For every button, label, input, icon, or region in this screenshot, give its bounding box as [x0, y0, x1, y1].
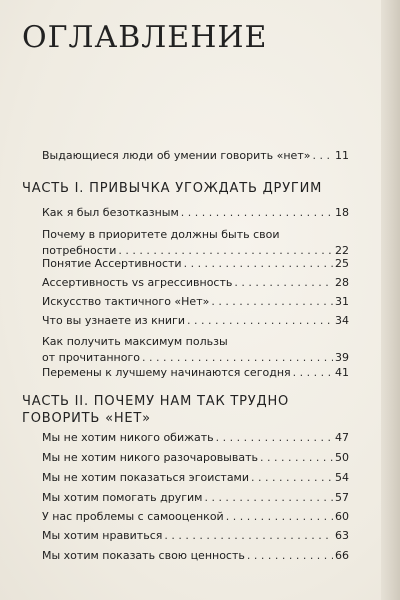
toc-entry-page: 57 [335, 491, 349, 504]
dot-leader [247, 548, 333, 564]
part-1-heading[interactable] [22, 180, 362, 197]
toc-entry-title-cont: от прочитанного [42, 351, 140, 364]
dot-leader [293, 365, 333, 381]
toc-entry[interactable] [42, 430, 349, 446]
toc-entry[interactable] [42, 334, 349, 366]
dot-leader [204, 490, 333, 506]
toc-entry-title: Что вы узнаете из книги [42, 314, 185, 327]
dot-leader [312, 148, 333, 164]
toc-entry[interactable] [42, 450, 349, 466]
toc-entry-title: Ассертивность vs агрессивность [42, 276, 233, 289]
dot-leader [216, 430, 333, 446]
toc-entry[interactable] [42, 275, 349, 291]
toc-entry-title: Искусство тактичного «Нет» [42, 295, 210, 308]
toc-entry[interactable] [42, 490, 349, 506]
toc-entry-page: 39 [335, 351, 349, 364]
dot-leader [187, 313, 333, 329]
dot-leader [251, 470, 333, 486]
toc-entry-title: Перемены к лучшему начинаются сегодня [42, 366, 291, 379]
dot-leader [260, 450, 333, 466]
toc-entry-title: Как получить максимум пользы [42, 335, 228, 348]
dot-leader [142, 350, 333, 366]
toc-entry-page: 22 [335, 244, 349, 257]
toc-entry-title-cont: потребности [42, 244, 117, 257]
toc-entry-title: Мы не хотим показаться эгоистами [42, 471, 250, 484]
part-2-heading[interactable] [22, 393, 362, 427]
toc-entry-page: 28 [335, 276, 349, 289]
toc-entry-page: 34 [335, 314, 349, 327]
part-2-heading-line2: ГОВОРИТЬ «НЕТ» [22, 411, 151, 426]
part-1-heading-text: ЧАСТЬ I. ПРИВЫЧКА УГОЖДАТЬ ДРУГИМ [22, 181, 323, 196]
toc-entry-title: У нас проблемы с самооценкой [42, 510, 224, 523]
toc-entry[interactable] [42, 548, 349, 564]
toc-entry-title: Мы хотим нравиться [42, 529, 163, 542]
toc-entry[interactable] [42, 256, 349, 272]
toc-entry-page: 31 [335, 295, 349, 308]
toc-entry-intro[interactable] [42, 148, 349, 164]
toc-entry-title: Мы не хотим никого разочаровывать [42, 451, 258, 464]
toc-entry-title: Мы не хотим никого обижать [42, 431, 214, 444]
toc-entry[interactable] [42, 205, 349, 221]
toc-entry-title: Мы хотим показать свою ценность [42, 549, 245, 562]
toc-entry-page: 25 [335, 257, 349, 270]
toc-entry-page: 47 [335, 431, 349, 444]
toc-entry[interactable] [42, 365, 349, 381]
toc-entry[interactable] [42, 528, 349, 544]
toc-entry-title: Понятие Ассертивности [42, 257, 182, 270]
toc-entry-page: 66 [335, 549, 349, 562]
toc-entry[interactable] [42, 313, 349, 329]
dot-leader [181, 205, 333, 221]
toc-entry-title: Почему в приоритете должны быть свои [42, 228, 280, 241]
dot-leader [211, 294, 333, 310]
dot-leader [164, 528, 333, 544]
toc-entry[interactable] [42, 509, 349, 525]
toc-entry-page: 60 [335, 510, 349, 523]
dot-leader [184, 256, 333, 272]
toc-entry-title: Мы хотим помогать другим [42, 491, 203, 504]
toc-entry-page: 18 [335, 206, 349, 219]
toc-entry-title: Как я был безотказным [42, 206, 179, 219]
dot-leader [234, 275, 333, 291]
toc-entry[interactable] [42, 470, 349, 486]
toc-entry-page: 41 [335, 366, 349, 379]
toc-entry-page: 50 [335, 451, 349, 464]
toc-entry-title: Выдающиеся люди об умении говорить «нет» [42, 149, 311, 162]
toc-entry-page: 11 [335, 149, 349, 162]
toc-entry[interactable] [42, 227, 349, 259]
toc-entry-page: 63 [335, 529, 349, 542]
toc-entry-page: 54 [335, 471, 349, 484]
part-2-heading-line1: ЧАСТЬ II. ПОЧЕМУ НАМ ТАК ТРУДНО [22, 394, 290, 409]
dot-leader [226, 509, 333, 525]
page-title: ОГЛАВЛЕНИЕ [22, 20, 268, 55]
toc-entry[interactable] [42, 294, 349, 310]
